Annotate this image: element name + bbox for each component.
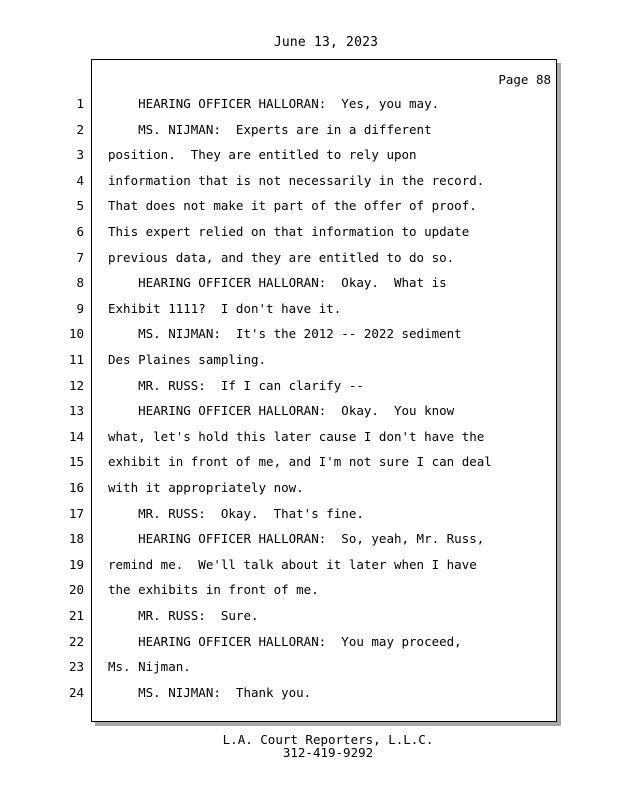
line-text: Ms. Nijman. xyxy=(108,659,191,675)
transcript-line xyxy=(68,403,556,423)
line-text: Exhibit 1111? I don't have it. xyxy=(108,300,342,316)
transcript-line xyxy=(68,326,556,346)
line-number: 22 xyxy=(68,633,84,649)
line-number: 24 xyxy=(68,684,84,700)
line-text: HEARING OFFICER HALLORAN: Okay. What is xyxy=(108,275,447,291)
transcript-line xyxy=(76,121,556,142)
transcript-line xyxy=(68,659,556,679)
transcript-line xyxy=(68,556,556,577)
transcript-line xyxy=(76,147,556,167)
line-number: 1 xyxy=(76,96,84,111)
line-text: HEARING OFFICER HALLORAN: So, yeah, Mr. Russ, xyxy=(108,531,485,547)
line-number: 11 xyxy=(68,352,84,367)
line-number: 3 xyxy=(76,147,84,163)
line-number: 18 xyxy=(68,531,84,547)
line-number: 4 xyxy=(76,172,84,188)
transcript-line xyxy=(68,505,556,526)
line-text: This expert relied on that information to update xyxy=(108,224,470,239)
transcript-line xyxy=(76,172,556,193)
line-text: the exhibits in front of me. xyxy=(108,582,319,598)
line-text: remind me. We'll talk about it later when I have xyxy=(108,556,477,572)
page-number: Page 88 xyxy=(498,72,551,87)
line-text: That does not make it part of the offer of proof. xyxy=(108,198,477,214)
line-text: MS. NIJMAN: It's the 2012 -- 2022 sediment xyxy=(108,326,462,342)
transcript-line xyxy=(68,684,556,705)
line-number: 7 xyxy=(76,249,84,265)
transcript-line xyxy=(68,582,556,602)
transcript-line xyxy=(68,633,556,654)
line-number: 14 xyxy=(68,428,84,444)
transcript-line xyxy=(68,352,556,372)
line-text: MR. RUSS: Sure. xyxy=(108,608,259,623)
footer xyxy=(0,733,618,759)
line-number: 20 xyxy=(68,582,84,598)
transcript-line xyxy=(76,224,556,244)
line-number: 5 xyxy=(76,198,84,214)
reporter-company: L.A. Court Reporters, L.L.C. xyxy=(222,732,434,747)
line-number: 2 xyxy=(76,121,84,137)
transcript-line xyxy=(76,300,556,321)
line-number: 12 xyxy=(68,377,84,393)
line-text: exhibit in front of me, and I'm not sure I can deal xyxy=(108,454,492,470)
transcript-page xyxy=(68,59,557,722)
line-text: HEARING OFFICER HALLORAN: You may proceed, xyxy=(108,633,462,649)
line-number: 10 xyxy=(68,326,84,342)
line-text: HEARING OFFICER HALLORAN: Yes, you may. xyxy=(108,96,440,111)
line-text: previous data, and they are entitled to do so. xyxy=(108,249,455,265)
transcript-line xyxy=(68,608,556,628)
transcript-line xyxy=(68,377,556,398)
transcript-line xyxy=(76,96,556,116)
line-text: with it appropriately now. xyxy=(108,480,304,495)
line-text: MR. RUSS: If I can clarify -- xyxy=(108,377,364,393)
line-text: HEARING OFFICER HALLORAN: Okay. You know xyxy=(108,403,455,419)
transcript-date: June 13, 2023 xyxy=(273,35,379,50)
line-number: 23 xyxy=(68,659,84,675)
line-number: 6 xyxy=(76,224,84,239)
line-number: 8 xyxy=(76,275,84,291)
line-text: what, let's hold this later cause I don't have the xyxy=(108,428,485,444)
transcript-line xyxy=(68,480,556,500)
line-text: MS. NIJMAN: Experts are in a different xyxy=(108,121,432,137)
line-text: MS. NIJMAN: Thank you. xyxy=(108,684,312,700)
transcript-line xyxy=(68,454,556,474)
line-number: 9 xyxy=(76,300,84,316)
line-number: 19 xyxy=(68,556,84,572)
line-number: 13 xyxy=(68,403,84,419)
line-number: 15 xyxy=(68,454,84,470)
transcript-line xyxy=(76,198,556,218)
line-text: information that is not necessarily in the record. xyxy=(108,172,485,188)
line-number: 16 xyxy=(68,480,84,495)
line-number: 17 xyxy=(68,505,84,521)
line-text: MR. RUSS: Okay. That's fine. xyxy=(108,505,364,521)
line-text: Des Plaines sampling. xyxy=(108,352,267,367)
transcript-line xyxy=(68,428,556,449)
transcript-line xyxy=(76,275,556,295)
reporter-phone: 312-419-9292 xyxy=(282,745,374,760)
transcript-line xyxy=(68,531,556,551)
line-text: position. They are entitled to rely upon xyxy=(108,147,417,163)
line-number: 21 xyxy=(68,608,84,623)
transcript-line xyxy=(76,249,556,270)
